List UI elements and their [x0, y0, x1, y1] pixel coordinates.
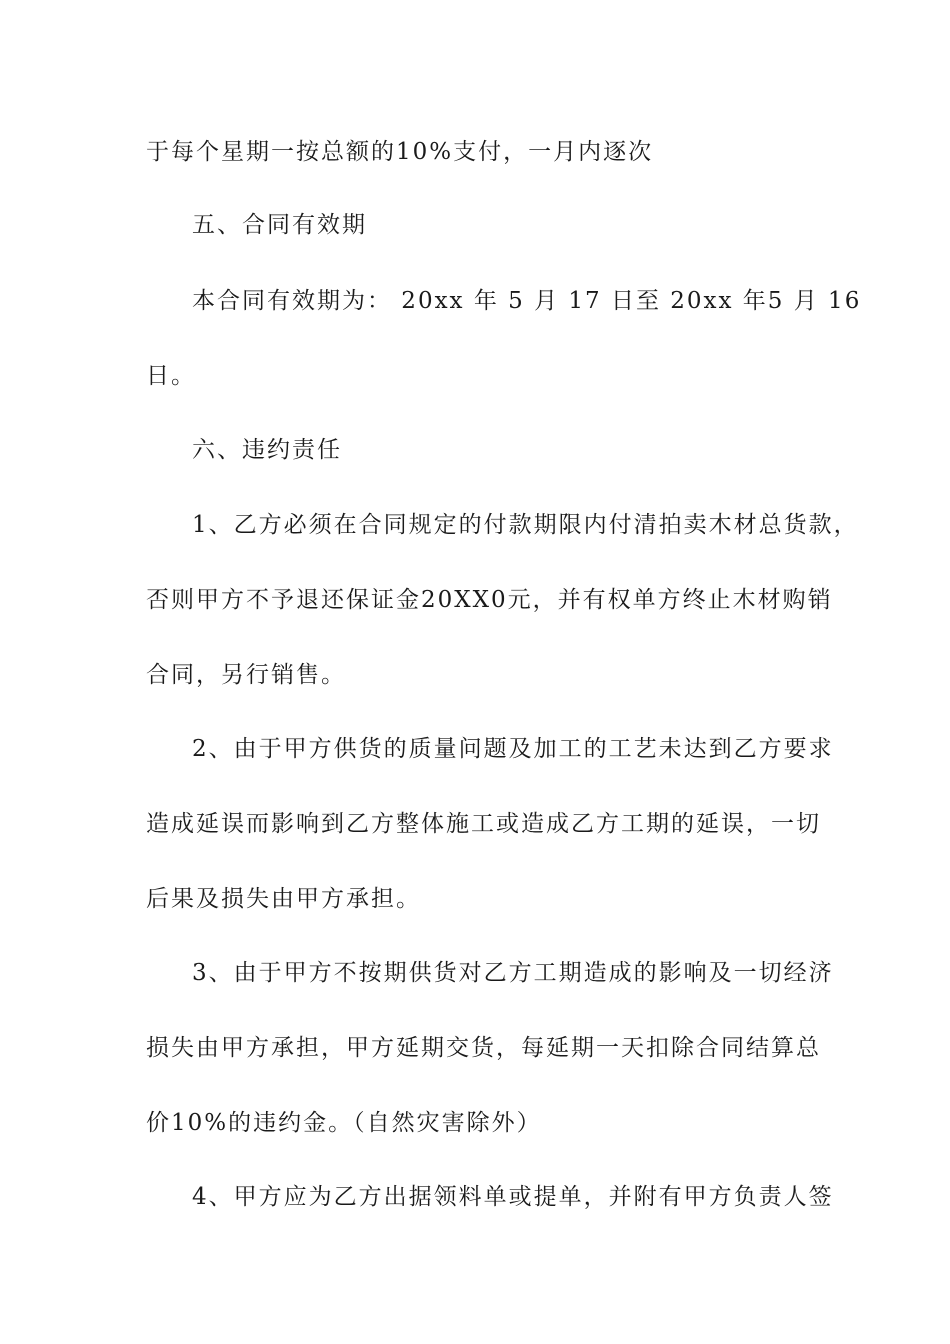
clause-1-line-2: 否则甲方不予退还保证金20XX0元，并有权单方终止木材购销: [146, 587, 833, 613]
section-heading-liability: 六、违约责任: [192, 437, 342, 463]
clause-3-line-3: 价10%的违约金。（自然灾害除外）: [146, 1110, 542, 1136]
clause-3-line-2: 损失由甲方承担，甲方延期交货，每延期一天扣除合同结算总: [146, 1035, 821, 1061]
paragraph-line-validity-end: 日。: [146, 363, 196, 389]
clause-1-line-3: 合同，另行销售。: [146, 662, 346, 688]
clause-2-line-1: 2、由于甲方供货的质量问题及加工的工艺未达到乙方要求: [192, 736, 834, 762]
paragraph-line-payment-continued: 于每个星期一按总额的10%支付，一月内逐次: [146, 139, 654, 165]
clause-2-line-3: 后果及损失由甲方承担。: [146, 886, 421, 912]
clause-1-line-1: 1、乙方必须在合同规定的付款期限内付清拍卖木材总货款，: [192, 512, 859, 538]
clause-3-line-1: 3、由于甲方不按期供货对乙方工期造成的影响及一切经济: [192, 960, 834, 986]
clause-2-line-2: 造成延误而影响到乙方整体施工或造成乙方工期的延误，一切: [146, 811, 821, 837]
paragraph-line-validity-period: 本合同有效期为： 20xx 年 5 月 17 日至 20xx 年5 月 16: [192, 288, 862, 314]
clause-4-line-1: 4、甲方应为乙方出据领料单或提单，并附有甲方负责人签: [192, 1184, 834, 1210]
section-heading-validity: 五、合同有效期: [192, 212, 367, 238]
